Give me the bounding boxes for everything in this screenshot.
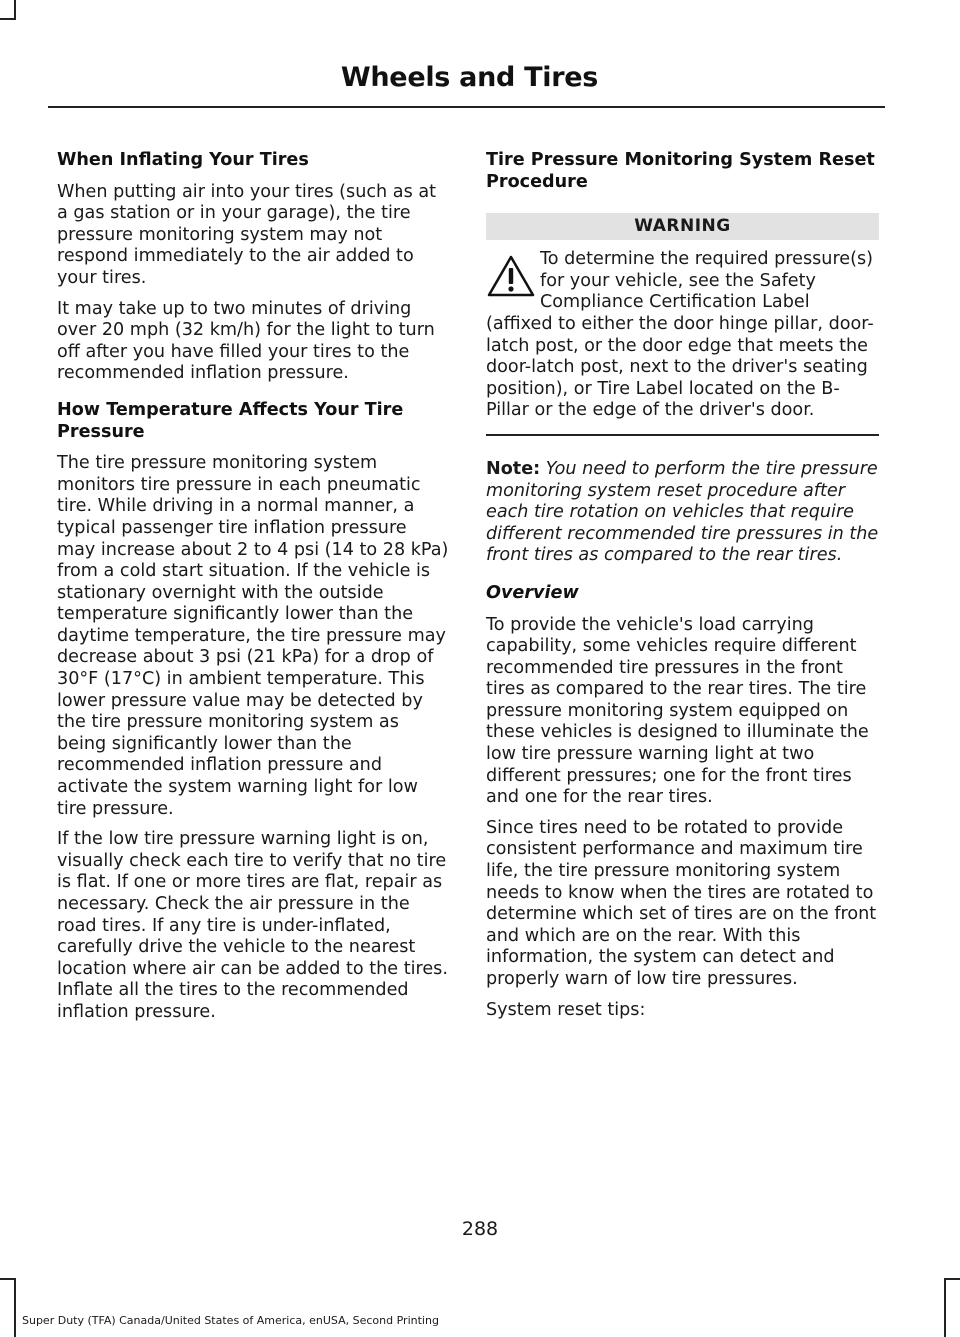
note-label: Note: [486, 458, 541, 479]
header-divider [48, 106, 885, 108]
paragraph: Since tires need to be rotated to provide consistent performance and maximum tire life, the tire pressure monitoring system needs to know when the tires are rotated to determine which set of tires are on the front and which are on the rear. With this information, the system can detect and properly warn of low tire pressures. [486, 817, 877, 989]
note-text: You need to perform the tire pressure monitoring system reset procedure after each tire rotation on vehicles that require different recommended tire pressures in the front tires as compared to the rear tires. [486, 458, 879, 566]
section-heading-inflating: When Inflating Your Tires [57, 150, 309, 170]
page-number: 288 [461, 1218, 499, 1240]
note [486, 459, 879, 567]
left-column [57, 150, 449, 1033]
section-heading-reset: Tire Pressure Monitoring System Reset Procedure [486, 150, 875, 192]
footer-text: Super Duty (TFA) Canada/United States of America, enUSA, Second Printing [22, 1314, 439, 1327]
warning-banner: WARNING [486, 213, 879, 240]
right-column [486, 150, 879, 1030]
crop-mark [944, 1278, 960, 1280]
paragraph: If the low tire pressure warning light is on, visually check each tire to verify that no tire is flat. If one or more tires are flat, repair as necessary. Check the air pressure in the road tires. If any tire is under-inflated, carefully drive the vehicle to the nearest location where air can be added to the tires. Inflate all the tires to the recommended inflation pressure. [57, 829, 448, 1022]
crop-mark [944, 1278, 946, 1337]
warning-triangle-icon [486, 253, 536, 299]
warning-box [486, 249, 879, 436]
paragraph: It may take up to two minutes of driving over 20 mph (32 km/h) for the light to turn off after you have filled your tires to the recommended inflation pressure. [57, 298, 435, 384]
crop-mark [0, 18, 16, 20]
section-heading-temperature: How Temperature Affects Your Tire Pressure [57, 399, 404, 442]
paragraph: To provide the vehicle's load carrying capability, some vehicles require different recommended tire pressures in the front tires as compared to the rear tires. The tire pressure monitoring system equipped on these vehicles is designed to illuminate the low tire pressure warning light at two different pressures; one for the front tires and one for the rear tires. [486, 614, 869, 808]
page-title: Wheels and Tires [340, 62, 598, 93]
crop-mark [14, 0, 16, 18]
crop-mark [0, 1278, 16, 1280]
paragraph: System reset tips: [486, 999, 646, 1020]
warning-text: To determine the required pressure(s) for your vehicle, see the Safety Compliance Certification Label (affixed to either the door hinge pillar, door-latch post, or the door edge that meets the door-latch post, next to the driver's seating position), or Tire Label located on the B-Pillar or the edge of the driver's door. [486, 249, 874, 421]
crop-mark [14, 1278, 16, 1337]
paragraph: The tire pressure monitoring system monitors tire pressure in each pneumatic tire. While driving in a normal manner, a typical passenger tire inflation pressure may increase about 2 to 4 psi (14 to 28 kPa) from a cold start situation. If the vehicle is stationary overnight with the outside temperature significantly lower than the daytime temperature, the tire pressure may decrease about 3 psi (21 kPa) for a drop of 30°F (17°C) in ambient temperature. This lower pressure value may be detected by the tire pressure monitoring system as being significantly lower than the recommended inflation pressure and activate the system warning light for low tire pressure. [57, 453, 449, 819]
paragraph: When putting air into your tires (such as at a gas station or in your garage), the tire pressure monitoring system may not respond immediately to the air added to your tires. [57, 181, 437, 288]
section-heading-overview: Overview [486, 582, 579, 603]
